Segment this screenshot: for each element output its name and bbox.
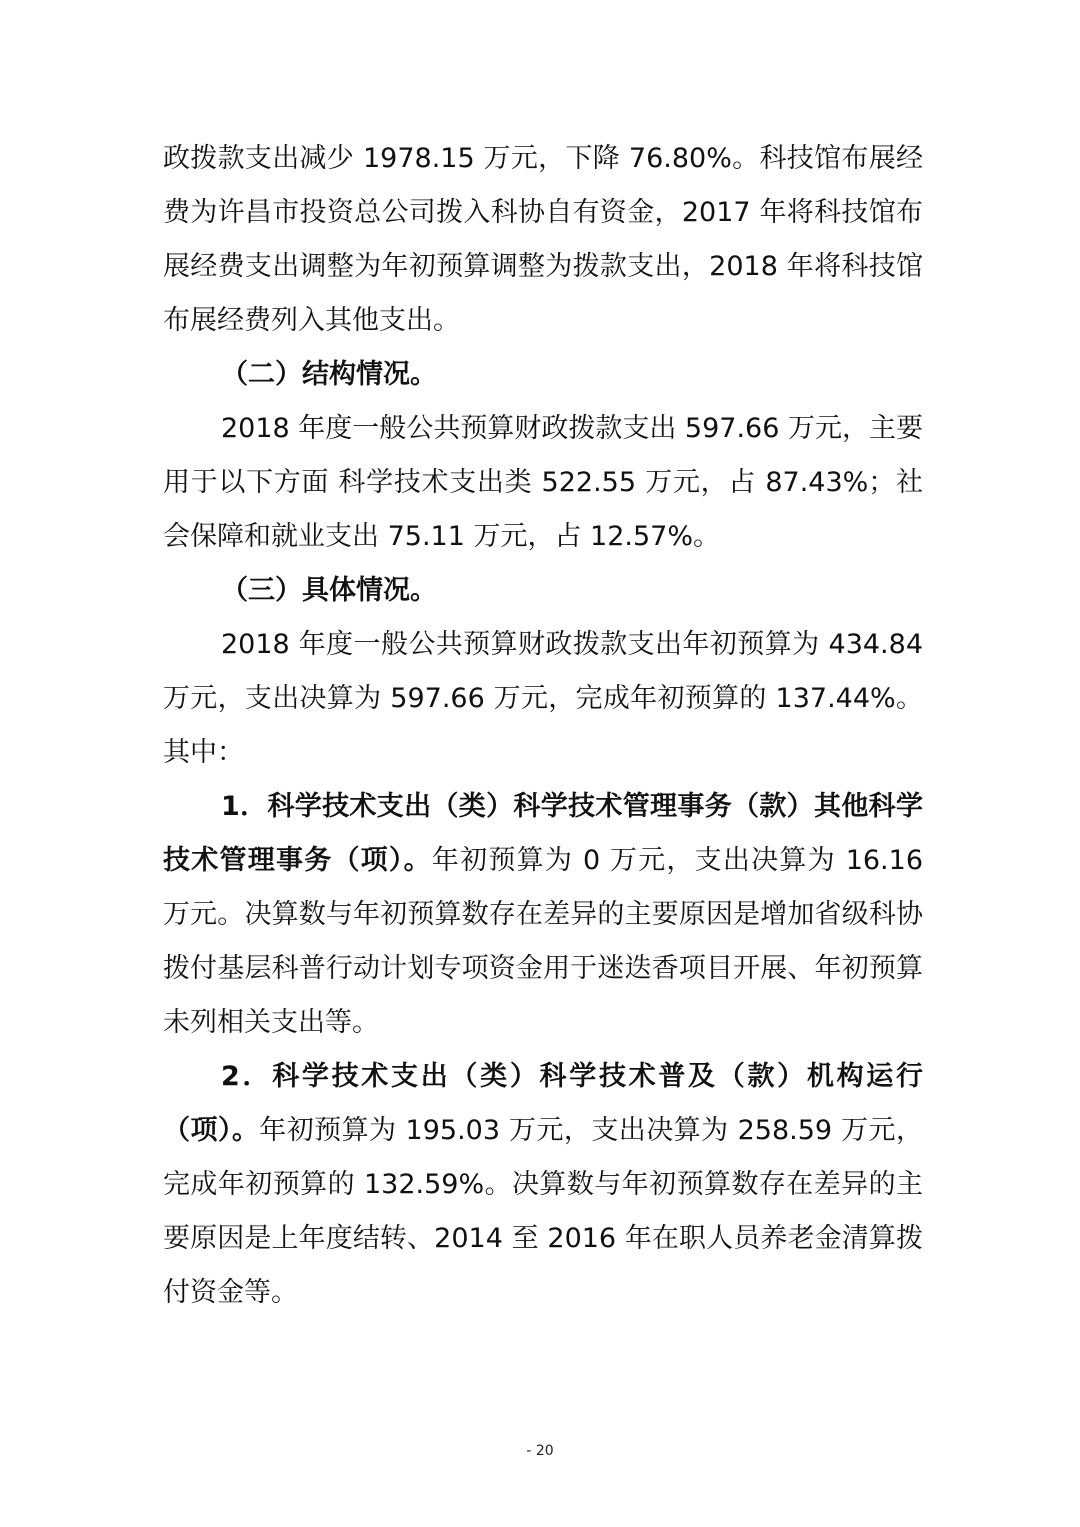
item-1-title: 1．科学技术支出（类）科学技术管理事务（款）其他科学技术管理事务（项）。 — [163, 791, 923, 876]
item-2-title: 2．科学技术支出（类）科学技术普及（款）机构运行（项）。 — [163, 1061, 923, 1146]
section-heading-structure: （二）结构情况。 — [221, 359, 437, 390]
paragraph-structure: 2018 年度一般公共预算财政拨款支出 597.66 万元，主要用于以下方面 科学技术支出类 522.55 万元，占 87.43%；社会保障和就业支出 75.11 万元，占 12.57%。 — [163, 413, 923, 552]
item-2-body: 年初预算为 195.03 万元，支出决算为 258.59 万元，完成年初预算的 132.59%。决算数与年初预算数存在差异的主要原因是上年度结转、2014 至 2016 年在职人员养老金清算拨付资金等。 — [163, 1115, 923, 1308]
paragraph-item-1 — [163, 780, 923, 1050]
paragraph-details-intro: 2018 年度一般公共预算财政拨款支出年初预算为 434.84 万元，支出决算为 597.66 万元，完成年初预算的 137.44%。其中： — [163, 629, 923, 768]
page-number: - 20 — [526, 1443, 554, 1459]
paragraph-item-2 — [163, 1050, 923, 1320]
section-heading-details: （三）具体情况。 — [221, 575, 437, 606]
paragraph-budget-decrease: 政拨款支出减少 1978.15 万元，下降 76.80%。科技馆布展经费为许昌市投资总公司拨入科协自有资金，2017 年将科技馆布展经费支出调整为年初预算调整为拨款支出，2018 年将科技馆布展经费列入其他支出。 — [163, 143, 923, 336]
document-body — [163, 132, 923, 1320]
item-1-body: 年初预算为 0 万元，支出决算为 16.16 万元。决算数与年初预算数存在差异的主要原因是增加省级科协拨付基层科普行动计划专项资金用于迷迭香项目开展、年初预算未列相关支出等。 — [163, 845, 923, 1038]
